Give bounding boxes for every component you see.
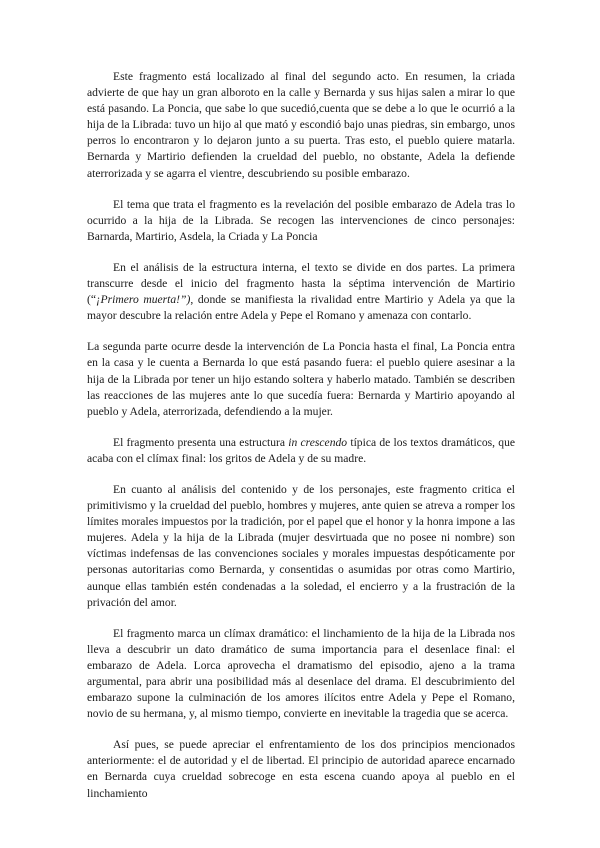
paragraph-crescendo-text-a: El fragmento presenta una estructura — [113, 435, 289, 449]
paragraph-structure-text-b: , donde se manifiesta la rivalidad entre Martirio y Adela ya que la mayor descubre la relación entre Adela y Pepe el Romano y amenaza con contarlo. — [87, 293, 515, 323]
paragraph-second-part: La segunda parte ocurre desde la intervención de La Poncia hasta el final, La Poncia entra en la casa y le cuenta a Bernarda lo que está pasando fuera: el pueblo quiere asesinar a la hija de la Librada por tener un hijo estando soltera y haberlo matado. También se describen las reacciones de las mujeres ante lo que sucedía fuera: Bernarda y Martirio apoyando al pueblo y Adela, aterrorizada, defendiendo a la mujer. — [87, 340, 515, 418]
paragraph-crescendo — [87, 435, 515, 467]
paragraph-crescendo-emphasis: in crescendo — [288, 435, 348, 449]
paragraph-content-analysis: En cuanto al análisis del contenido y de los personajes, este fragmento critica el primitivismo y la crueldad del pueblo, hombres y mujeres, ante quien se atreva a romper los límites morales impuestos por la tradición, por el papel que el honor y la honra impone a las mujeres. Adela y la hija de la Librada (mujer desvirtuada que no posee ni nombre) son víctimas indefensas de las convenciones sociales y morales impuestas despóticamente por personas autoritarias como Bernarda, y consentidas o asumidas por otras como Martirio, aunque ellas también estén condenadas a la soledad, el encierro y a la frustración de la privación del amor. — [87, 482, 515, 609]
paragraph-conclusion: Así pues, se puede apreciar el enfrentamiento de los dos principios mencionados anteriormente: el de autoridad y el de libertad. El principio de autoridad aparece encarnado en Bernarda cuya crueldad sobrecoge en esta escena cuando apoya al pueblo en el linchamiento — [87, 738, 515, 800]
document-body — [87, 69, 515, 802]
paragraph-structure-text-a: En el análisis de la estructura interna, el texto se divide en dos partes. La primera transcurre desde el inicio del fragmento hasta la séptima intervención de Martirio (“ — [87, 260, 515, 307]
paragraph-structure — [87, 260, 515, 324]
paragraph-structure-quote: ¡Primero muerta!”) — [96, 293, 191, 307]
paragraph-crescendo-text-b: típica de los textos dramáticos, que acaba con el clímax final: los gritos de Adela y de su madre. — [87, 435, 516, 465]
paragraph-summary: Este fragmento está localizado al final del segundo acto. En resumen, la criada advierte de que hay un gran alboroto en la calle y Bernarda y sus hijas salen a mirar lo que está pasando. La Poncia, que sabe lo que sucedió,cuenta que se debe a lo que le ocurrió a la hija de la Librada: tuvo un hijo al que mató y escondió bajo unas piedras, sin embargo, unos perros lo encontraron y lo dejaron junto a su puerta. Tras esto, el pueblo quiere matarla. Bernarda y Martirio defienden la crueldad del pueblo, no obstante, Adela la defiende aterrorizada y se agarra el vientre, descubriendo su posible embarazo. — [87, 70, 515, 180]
paragraph-theme: El tema que trata el fragmento es la revelación del posible embarazo de Adela tras lo ocurrido a la hija de la Librada. Se recogen las intervenciones de cinco personajes: Barnarda, Martirio, Asdela, la Criada y La Poncia — [87, 197, 515, 243]
paragraph-climax: El fragmento marca un clímax dramático: el linchamiento de la hija de la Librada nos lleva a descubrir un dato dramático de suma importancia para el desenlace final: el embarazo de Adela. Lorca aprovecha el dramatismo del episodio, ajeno a la trama argumental, para abrir una posibilidad más al desenlace del drama. El descubrimiento del embarazo supone la culminación de los amores ilícitos entre Adela y Pepe el Romano, novio de su hermana, y, al mismo tiempo, convierte en inevitable la tragedia que se acerca. — [87, 626, 515, 721]
